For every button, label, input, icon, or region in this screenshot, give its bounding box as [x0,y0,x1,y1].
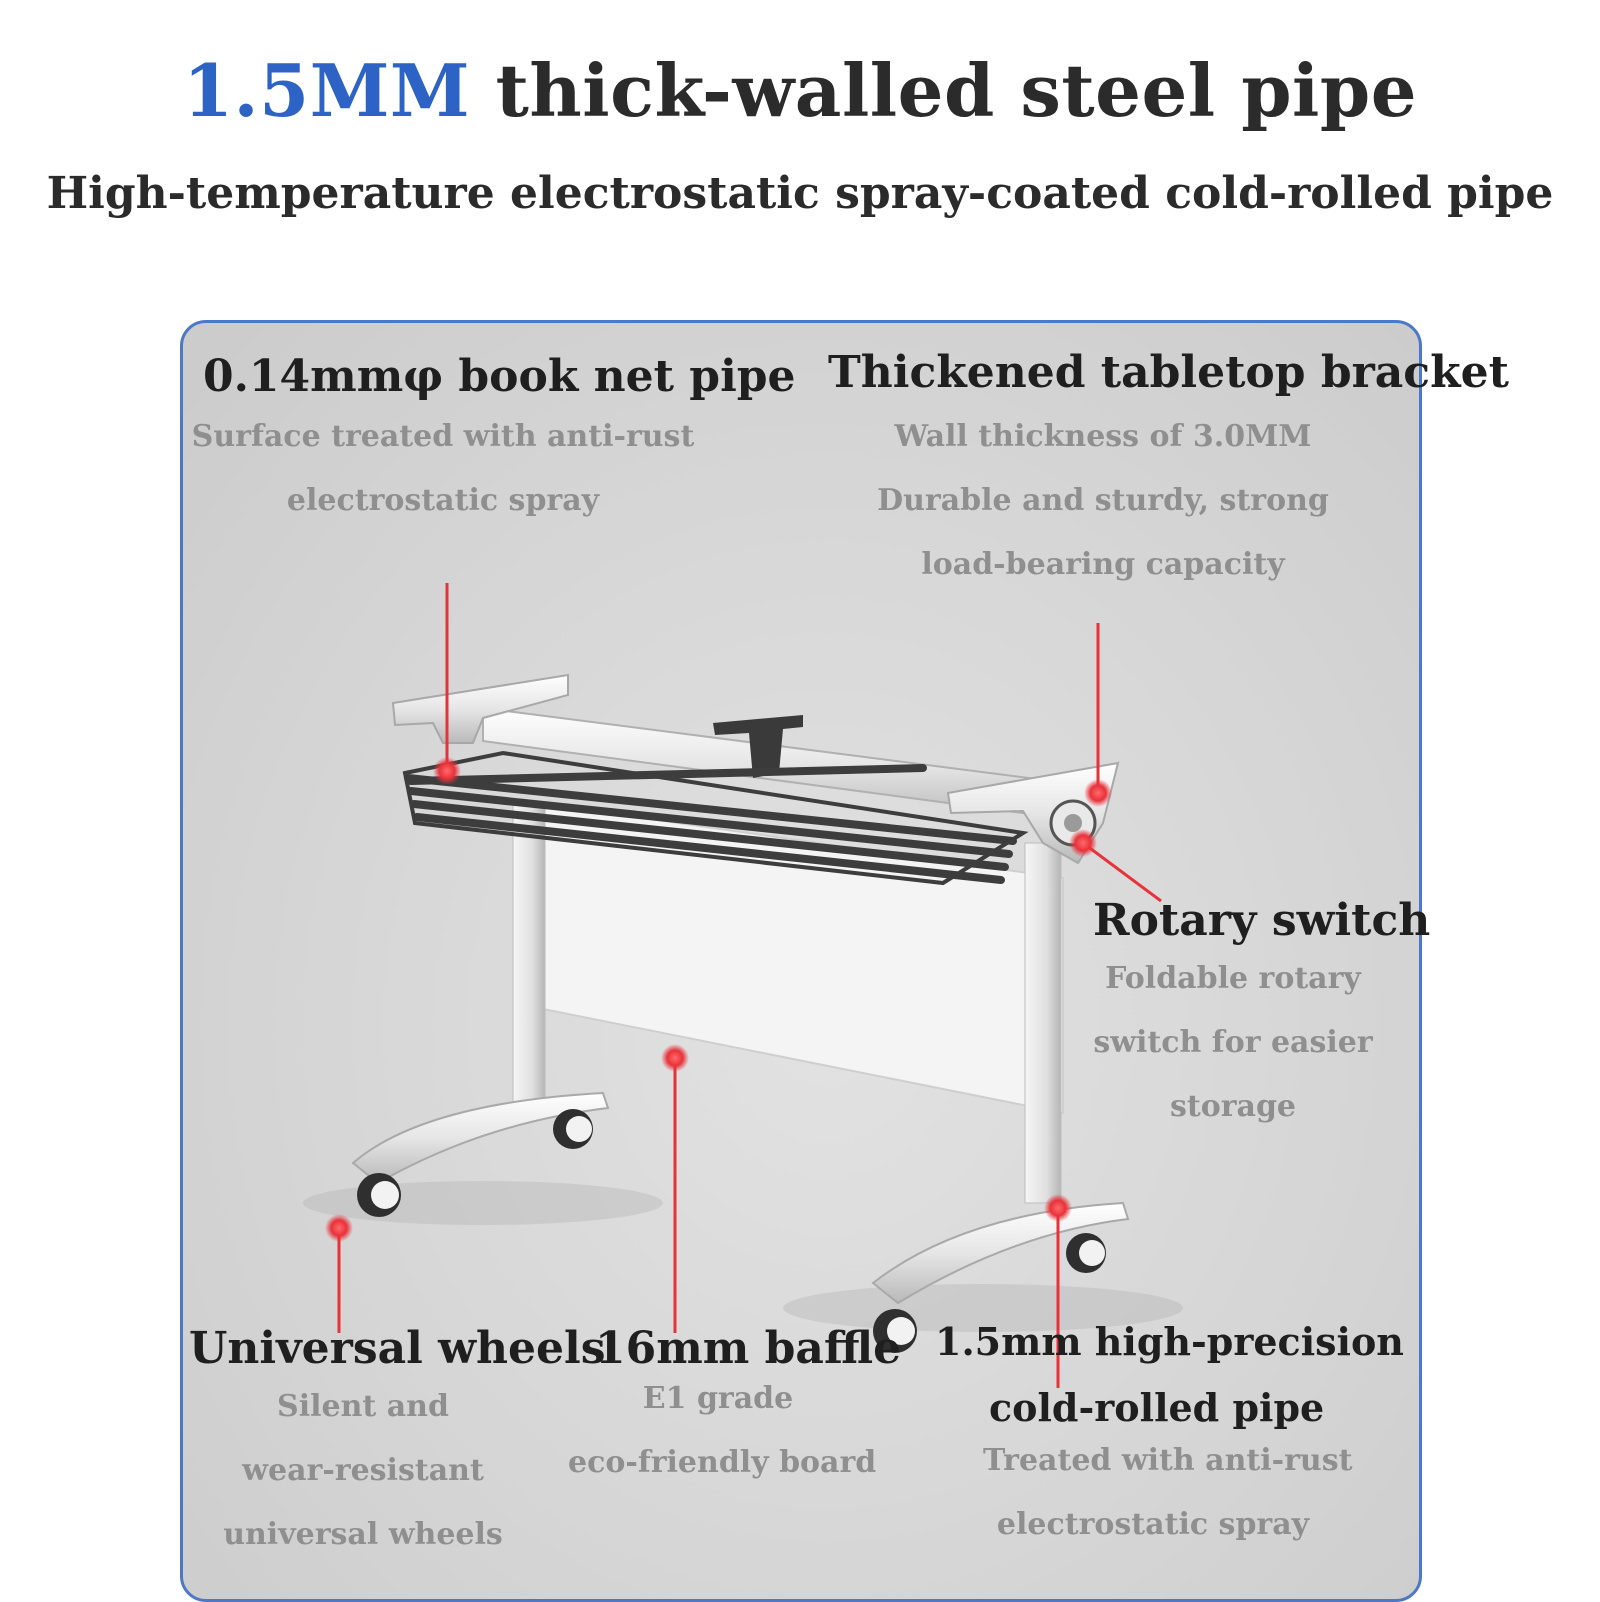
book-net-title: 0.14mmφ book net pipe [203,351,796,402]
rotary-desc-line-3: storage [1169,1089,1297,1124]
headline-rest: thick-walled steel pipe [470,48,1418,133]
rotary-desc-line-1: Foldable rotary [1105,961,1361,996]
pipe-desc [983,1429,1353,1557]
rotary-title: Rotary switch [1093,895,1431,946]
left-leg [513,803,545,1113]
callout-dot-bracket [1084,779,1112,807]
wheels-title: Universal wheels [189,1323,606,1374]
bracket-desc-line-2: Durable and sturdy, strong [877,483,1329,518]
bracket-desc [843,405,1363,597]
baffle-desc [568,1367,877,1495]
rotary-desc-line-2: switch for easier [1093,1025,1373,1060]
callout-dot-baffle [661,1044,689,1072]
pipe-title-line-1: 1.5mm high-precision [935,1319,1404,1364]
pipe-title-line-2: cold-rolled pipe [989,1385,1325,1430]
pipe-desc-line-2: electrostatic spray [996,1507,1310,1542]
subheadline: High-temperature electrostatic spray-coated cold-rolled pipe [46,168,1554,219]
book-net-desc-line-2: electrostatic spray [286,483,600,518]
pipe-desc-line-1: Treated with anti-rust [983,1443,1353,1478]
baffle-title: 16mm baffle [595,1323,902,1374]
right-leg [1025,843,1061,1203]
callout-line-rotary [1083,843,1161,901]
callout-dot-rotary [1069,829,1097,857]
headline-accent: 1.5MM [182,48,471,133]
book-net-desc [183,405,703,533]
rotary-desc [1083,947,1383,1139]
wheels-desc [223,1375,503,1567]
baffle-desc-line-2: eco-friendly board [568,1445,877,1480]
wheels-desc-line-1: Silent and [277,1389,449,1424]
bracket-desc-line-3: load-bearing capacity [921,547,1285,582]
callout-dot-wheels [325,1214,353,1242]
book-net-desc-line-1: Surface treated with anti-rust [191,419,695,454]
bracket-title: Thickened tabletop bracket [828,347,1509,398]
floor-shadow-left [303,1181,663,1225]
bracket-desc-line-1: Wall thickness of 3.0MM [894,419,1312,454]
wheels-desc-line-3: universal wheels [223,1517,503,1552]
callout-dot-book-net [433,757,461,785]
callout-dot-pipe [1044,1194,1072,1222]
wheel-back-left [553,1109,593,1149]
baffle-desc-line-1: E1 grade [642,1381,794,1416]
wheel-front-left [357,1173,401,1217]
wheel-back-right [1066,1233,1106,1273]
wheels-desc-line-2: wear-resistant [242,1453,484,1488]
feature-panel [180,320,1509,1602]
headline [0,48,1600,133]
